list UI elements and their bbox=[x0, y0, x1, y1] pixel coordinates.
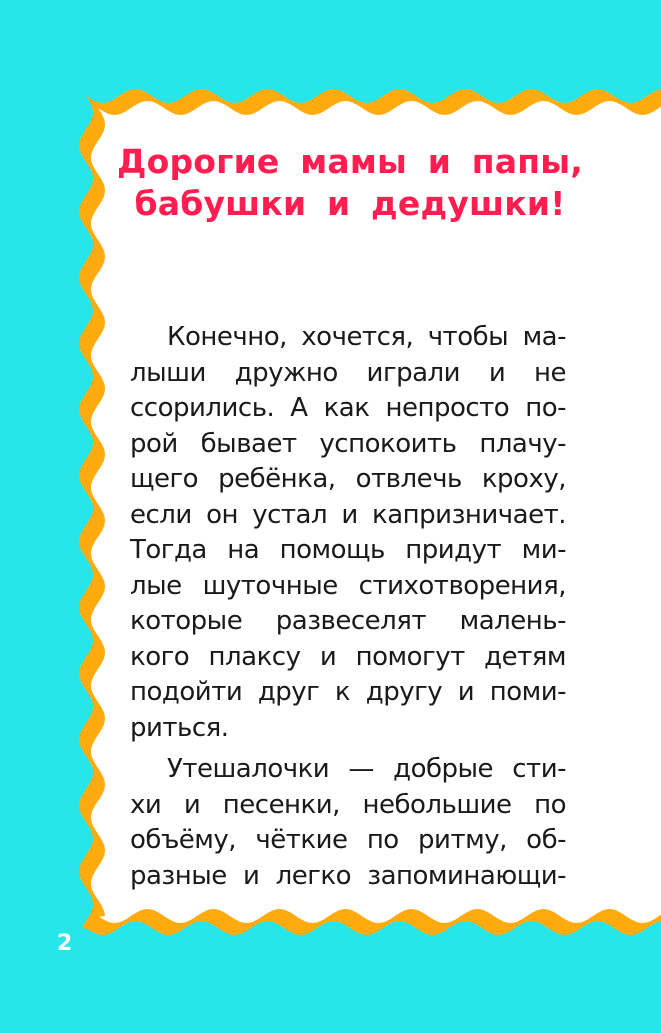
text-line: щего ребёнка, отвлечь кроху, bbox=[130, 464, 566, 494]
body-text bbox=[130, 320, 566, 894]
text-line: лые шуточные стихотворения, bbox=[130, 570, 566, 601]
page-number: 2 bbox=[57, 931, 73, 956]
text-line: рой бывает успокоить плачу- bbox=[130, 428, 566, 459]
page-title-line-1: Дорогие мамы и папы, bbox=[117, 142, 583, 181]
text-line: кого плаксу и помогут детям bbox=[130, 641, 566, 672]
text-line: Утешалочки — добрые сти- bbox=[167, 754, 566, 784]
page-title-line-2: бабушки и дедушки! bbox=[134, 184, 566, 223]
paragraph-2 bbox=[130, 752, 566, 894]
text-line: разные и легко запоминающи- bbox=[130, 860, 566, 891]
text-line: которые развеселят малень- bbox=[130, 606, 566, 636]
text-line: Конечно, хочется, чтобы ма- bbox=[167, 322, 566, 352]
text-line: хи и песенки, небольшие по bbox=[130, 789, 566, 820]
text-line: Тогда на помощь придут ми- bbox=[130, 535, 566, 565]
text-line: подойти друг к другу и поми- bbox=[130, 677, 566, 707]
paragraph-1 bbox=[130, 320, 566, 746]
text-line: объёму, чёткие по ритму, об- bbox=[130, 825, 566, 855]
text-line: если он устал и капризничает. bbox=[130, 499, 566, 530]
text-line: лыши дружно играли и не bbox=[130, 357, 566, 388]
text-line: ссорились. А как непросто по- bbox=[130, 393, 566, 423]
text-line: риться. bbox=[130, 712, 229, 743]
